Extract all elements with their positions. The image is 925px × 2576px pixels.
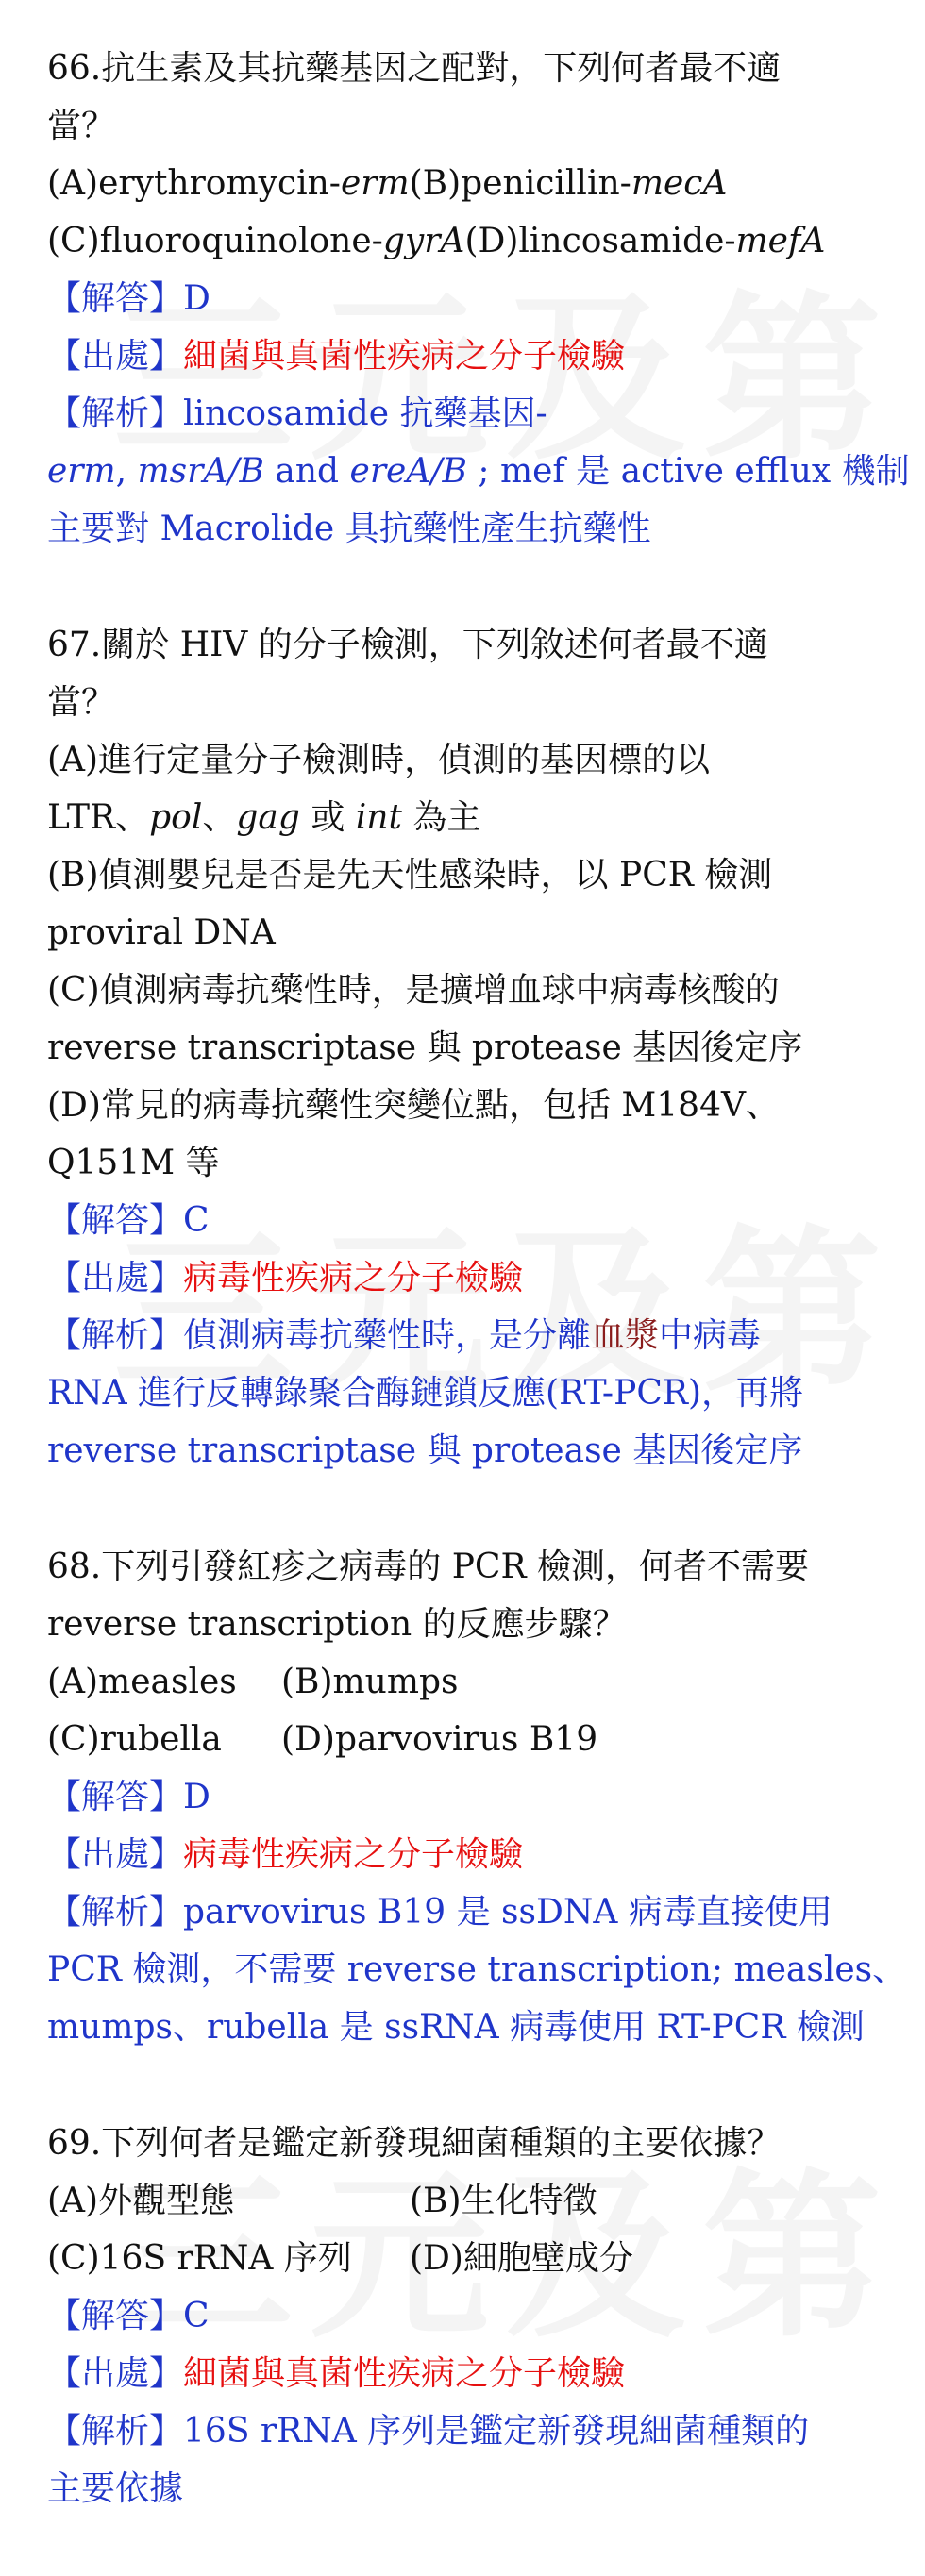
analysis-text: , [115,452,138,491]
options-row [47,2230,878,2287]
question-67 [47,616,878,1480]
option-d: Q151M 等 [47,1144,220,1182]
option-b: (B)mumps [281,1663,459,1701]
source-tag: 【出處】 [47,1259,184,1297]
gene-term: erm [47,452,116,491]
answer-value: C [183,1201,210,1240]
analysis-line [47,1307,878,1364]
answer-value: D [183,1778,210,1816]
analysis-line [47,1883,878,1941]
answer-line [47,1768,878,1826]
source-line [47,1249,878,1307]
answer-line [47,1192,878,1249]
option-d: (D)lincosamide- [464,222,736,260]
analysis-line: reverse transcriptase 與 protease 基因後定序 [47,1431,803,1470]
answer-tag: 【解答】 [47,2297,184,2335]
question-stem: 66.抗生素及其抗藥基因之配對，下列何者最不適 [47,49,782,88]
source-line [47,2345,878,2402]
question-list [47,40,910,2517]
option-c-gene: gyrA [382,222,465,260]
option-d-gene: mefA [735,222,826,260]
analysis-text: 偵測病毒抗藥性時，是分離 [183,1316,592,1355]
analysis-line: PCR 檢測，不需要 reverse transcription; measles、 [47,1950,907,1989]
option-c: (C)fluoroquinolone- [47,222,383,260]
question-stem: 69.下列何者是鑑定新發現細菌種類的主要依據？ [47,2124,782,2163]
analysis-line [47,443,910,500]
options-row [47,1711,878,1768]
question-stem: reverse transcription 的反應步驟？ [47,1605,627,1644]
option-a: (A)erythromycin- [47,164,341,203]
analysis-line: mumps、rubella 是 ssRNA 病毒使用 RT-PCR 檢測 [47,2008,865,2047]
question-69 [47,2115,878,2517]
options-row [47,2172,878,2230]
analysis-text: ; mef 是 active efflux 機制 [466,452,910,491]
source-tag: 【出處】 [47,2354,184,2393]
source-tag: 【出處】 [47,1835,184,1874]
option-c: (C)偵測病毒抗藥性時，是擴增血球中病毒核酸的 [47,971,780,1010]
gene-term: ereA/B [349,452,467,491]
source-value: 病毒性疾病之分子檢驗 [183,1835,524,1874]
answer-value: D [183,279,210,318]
gene-term: gag [236,798,300,837]
option-a: (A)外觀型態 [47,2182,235,2220]
option-b: proviral DNA [47,913,276,952]
analysis-tag: 【解析】 [47,1893,184,1932]
highlight-term: 血漿 [591,1316,660,1355]
options-row [47,212,878,270]
option-text: 為主 [401,798,481,837]
option-c: reverse transcriptase 與 protease 基因後定序 [47,1029,803,1067]
analysis-tag: 【解析】 [47,1316,184,1355]
option-text: 或 [299,798,356,837]
question-66 [47,40,910,558]
analysis-text: lincosamide 抗藥基因- [183,394,547,433]
source-line [47,1826,878,1883]
question-68 [47,1538,907,2056]
analysis-tag: 【解析】 [47,2412,184,2451]
option-b: (B)生化特徵 [410,2182,597,2220]
analysis-line [47,2402,878,2460]
source-value: 細菌與真菌性疾病之分子檢驗 [183,2354,626,2393]
answer-tag: 【解答】 [47,279,184,318]
option-b-gene: mecA [631,164,728,203]
option-text: LTR、 [47,798,150,837]
question-stem: 當？ [47,683,116,722]
option-a: (A)measles [47,1663,237,1701]
option-d: (D)細胞壁成分 [410,2239,633,2278]
analysis-text: 中病毒 [659,1316,762,1355]
answer-line [47,2287,878,2345]
options-row [47,1653,878,1711]
option-c: (C)rubella [47,1720,222,1759]
analysis-text: parvovirus B19 是 ssDNA 病毒直接使用 [183,1893,832,1932]
gene-term: pol [149,798,203,837]
option-b: (B)penicillin- [409,164,631,203]
source-tag: 【出處】 [47,337,184,376]
analysis-text: and [263,452,350,491]
analysis-line: 主要依據 [47,2469,184,2508]
options-row [47,155,878,212]
answer-tag: 【解答】 [47,1201,184,1240]
source-value: 病毒性疾病之分子檢驗 [183,1259,524,1297]
answer-value: C [183,2297,210,2335]
answer-tag: 【解答】 [47,1778,184,1816]
analysis-line [47,385,878,443]
gene-term: msrA/B [137,452,264,491]
source-value: 細菌與真菌性疾病之分子檢驗 [183,337,626,376]
option-d: (D)常見的病毒抗藥性突變位點，包括 M184V、 [47,1086,780,1125]
option-a: (A)進行定量分子檢測時，偵測的基因標的以 [47,741,711,779]
gene-term: int [355,798,402,837]
question-stem: 67.關於 HIV 的分子檢測，下列敘述何者最不適 [47,626,768,664]
question-stem: 當？ [47,107,116,145]
option-d: (D)parvovirus B19 [281,1720,598,1759]
analysis-line: 主要對 Macrolide 具抗藥性產生抗藥性 [47,510,651,548]
analysis-tag: 【解析】 [47,394,184,433]
answer-line [47,270,878,327]
option-text: 、 [202,798,237,837]
option-b: (B)偵測嬰兒是否是先天性感染時，以 PCR 檢測 [47,856,773,895]
question-stem: 68.下列引發紅疹之病毒的 PCR 檢測，何者不需要 [47,1547,810,1586]
option-a-gene: erm [340,164,410,203]
option-c: (C)16S rRNA 序列 [47,2239,352,2278]
source-line [47,327,878,385]
analysis-line: RNA 進行反轉錄聚合酶鏈鎖反應(RT-PCR)，再將 [47,1374,804,1413]
analysis-text: 16S rRNA 序列是鑑定新發現細菌種類的 [183,2412,810,2451]
option-a [47,789,878,846]
